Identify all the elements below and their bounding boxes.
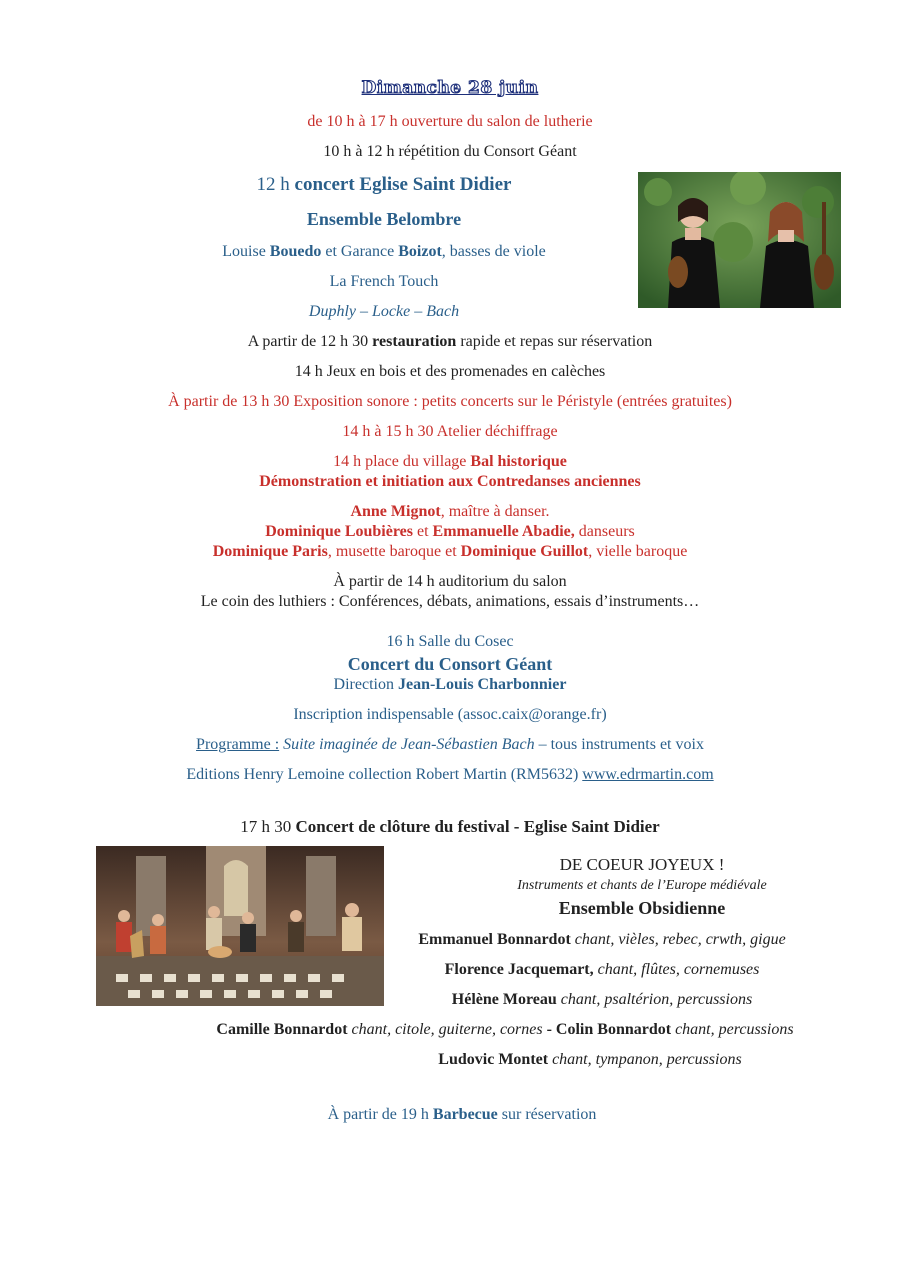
musette-line: [0, 542, 900, 562]
bal-pre: 14 h place du village: [333, 453, 471, 470]
dancer-and: et: [412, 523, 433, 540]
barbecue-post: sur réservation: [497, 1106, 597, 1123]
performer-3-instruments: chant, psaltérion, percussions: [556, 991, 753, 1008]
programme-label: Programme :: [196, 736, 280, 753]
editions-text: Editions Henry Lemoine collection Robert Martin (RM5632): [186, 766, 583, 783]
performer-4-name: Camille Bonnardot: [216, 1021, 348, 1038]
performer-2-name: Florence Jacquemart,: [444, 961, 594, 978]
restauration-line: [0, 332, 900, 352]
salon-opening: de 10 h à 17 h ouverture du salon de lutherie: [307, 113, 593, 130]
dancers-line: [0, 522, 900, 542]
exposition-line: À partir de 13 h 30 Exposition sonore : petits concerts sur le Péristyle (entrées gratuites): [168, 393, 732, 410]
performer-5-instruments: chant, percussions: [671, 1021, 794, 1038]
musician1-last: Bouedo: [269, 243, 322, 260]
composers: Duphly – Locke – Bach: [308, 303, 460, 320]
jeux-line: 14 h Jeux en bois et des promenades en calèches: [294, 363, 606, 380]
performer-2: [152, 960, 900, 980]
direction-line: [0, 675, 900, 695]
cosec-line: 16 h Salle du Cosec: [386, 633, 514, 650]
restauration-post: rapide et repas sur réservation: [456, 333, 653, 350]
performer-5-name: Colin Bonnardot: [555, 1021, 672, 1038]
date-title-text: Dimanche 28 juin: [361, 78, 539, 98]
direction-name: Jean-Louis Charbonnier: [397, 676, 567, 693]
luthiers-line: Le coin des luthiers : Conférences, débats, animations, essais d’instruments…: [200, 593, 700, 610]
performer-1-instruments: chant, vièles, rebec, crwth, gigue: [570, 931, 786, 948]
instrument-text: , basses de viole: [441, 243, 546, 260]
dancer-role: danseurs: [574, 523, 635, 540]
musician-b-role: , vielle baroque: [588, 543, 688, 560]
performer-1-name: Emmanuel Bonnardot: [418, 931, 571, 948]
bal-bold: Bal historique: [470, 453, 567, 470]
noon-concert-time: 12 h: [256, 174, 295, 195]
repetition-line: 10 h à 12 h répétition du Consort Géant: [323, 143, 577, 160]
anne-name: Anne Mignot: [350, 503, 441, 520]
inscription-line: Inscription indispensable (assoc.caix@orange.fr): [293, 706, 607, 723]
musician1-first: Louise: [222, 243, 270, 260]
show-subtitle: Instruments et chants de l’Europe médiévale: [517, 878, 767, 893]
dancer1: Dominique Loubières: [265, 523, 413, 540]
programme-rest: – tous instruments et voix: [534, 736, 704, 753]
barbecue-bold: Barbecue: [432, 1106, 498, 1123]
musician-a: Dominique Paris: [212, 543, 328, 560]
program-title: La French Touch: [329, 273, 439, 290]
bal-line: [0, 452, 900, 472]
dancer2: Emmanuelle Abadie,: [432, 523, 575, 540]
closing-title: [0, 816, 900, 838]
atelier-line: 14 h à 15 h 30 Atelier déchiffrage: [342, 423, 558, 440]
barbecue-line: [12, 1105, 900, 1125]
demonstration-line: Démonstration et initiation aux Contredanses anciennes: [259, 473, 641, 490]
belombre-photo: [638, 172, 841, 308]
restauration-pre: A partir de 12 h 30: [247, 333, 373, 350]
direction-pre: Direction: [333, 676, 398, 693]
closing-title-text: Concert de clôture du festival - Eglise Saint Didier: [295, 817, 660, 836]
website-link[interactable]: www.edrmartin.com: [582, 766, 714, 783]
ensemble-belombre: Ensemble Belombre: [306, 209, 462, 229]
consort-title: Concert du Consort Géant: [347, 654, 553, 674]
musician2-last: Boizot: [398, 243, 442, 260]
performer-6: [140, 1050, 900, 1070]
performer-2-instruments: chant, flûtes, cornemuses: [593, 961, 760, 978]
musician-a-role: , musette baroque et: [327, 543, 461, 560]
musician-b: Dominique Guillot: [460, 543, 589, 560]
performer-3-name: Hélène Moreau: [451, 991, 557, 1008]
ensemble-obsidienne: Ensemble Obsidienne: [558, 898, 726, 918]
restauration-bold: restauration: [372, 333, 457, 350]
barbecue-pre: À partir de 19 h: [327, 1106, 433, 1123]
programme-work: Suite imaginée de Jean-Sébastien Bach: [279, 736, 535, 753]
noon-concert-place: concert Eglise Saint Didier: [294, 174, 512, 195]
date-title: [0, 78, 900, 99]
performer-6-name: Ludovic Montet: [438, 1051, 549, 1068]
auditorium-line: À partir de 14 h auditorium du salon: [333, 573, 567, 590]
performer-1: [152, 930, 900, 950]
and-word: et Garance: [321, 243, 399, 260]
performer-6-instruments: chant, tympanon, percussions: [548, 1051, 742, 1068]
anne-role: , maître à danser.: [440, 503, 550, 520]
show-title: DE COEUR JOYEUX !: [559, 855, 725, 874]
performer-separator: -: [542, 1021, 556, 1038]
performer-4-5: [55, 1020, 900, 1040]
performer-3: [152, 990, 900, 1010]
anne-line: [0, 502, 900, 522]
programme-line: [0, 735, 900, 755]
performer-4-instruments: chant, citole, guiterne, cornes: [347, 1021, 543, 1038]
closing-time: 17 h 30: [240, 817, 296, 836]
editions-line: [0, 765, 900, 785]
